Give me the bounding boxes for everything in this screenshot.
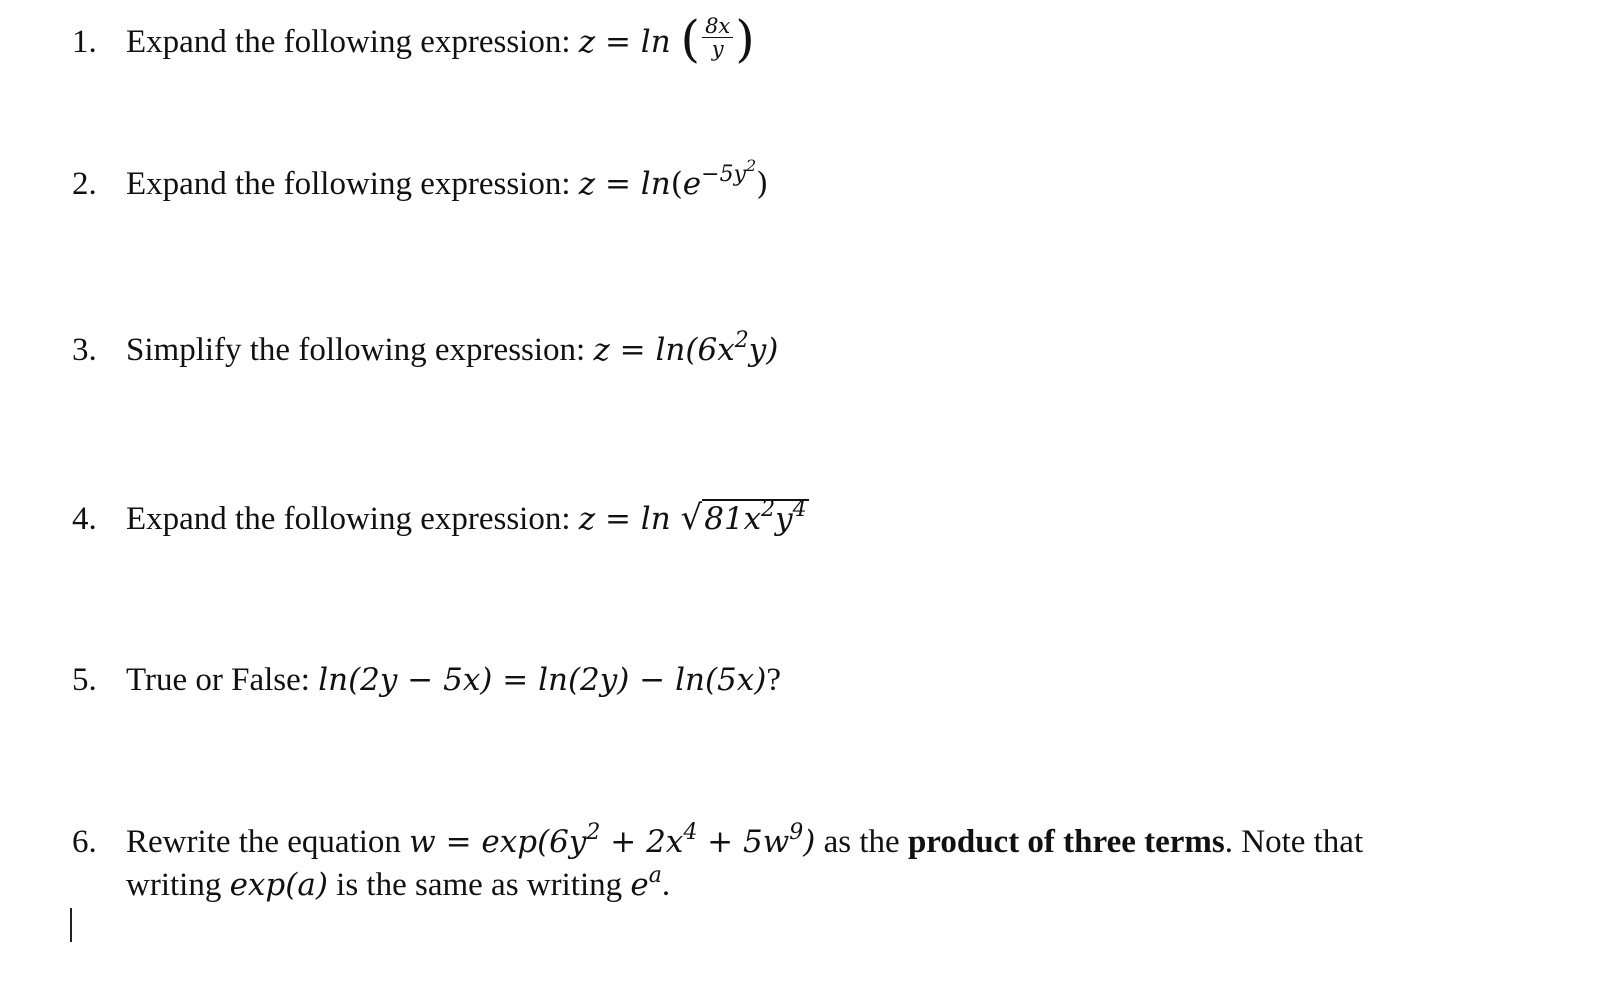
math-function: ln (655, 332, 686, 368)
question-text: . Note that (1224, 824, 1364, 860)
math-expression: $z = \ln(e^{-5y^2})$ (578, 156, 769, 202)
math-argument: (6x (685, 332, 735, 368)
math-base: e (630, 867, 649, 903)
fraction-denominator: y (711, 37, 724, 61)
exponent-power: a (648, 862, 662, 888)
question-prompt: Expand the following expression: (126, 24, 579, 60)
question-number: 3. (72, 332, 97, 368)
question-text: as the (815, 824, 908, 860)
math-variable: z (578, 166, 596, 202)
exponent-power: 2 (761, 496, 776, 522)
left-paren: ( (680, 10, 701, 68)
equals-sign: = (609, 332, 656, 368)
math-function: ln (640, 166, 671, 202)
equals-sign: = (435, 824, 482, 860)
equals-sign: = (595, 166, 641, 202)
math-expression (578, 10, 755, 68)
math-function: ln (640, 501, 671, 537)
emphasis-text: product of three terms (907, 824, 1225, 860)
fraction (702, 15, 733, 60)
math-term: ) (803, 824, 816, 860)
question-number: 6. (72, 824, 97, 860)
right-paren: ) (735, 10, 755, 68)
math-term: + 5w (697, 824, 790, 860)
exponent-power: 2 (586, 819, 601, 845)
radicand-term: y (775, 501, 793, 537)
exponent-power: 2 (734, 327, 749, 353)
question-prompt: Simplify the following expression: (126, 332, 594, 368)
exponent-power: 9 (789, 819, 804, 845)
question-1 (72, 10, 755, 68)
text-cursor[interactable] (70, 908, 72, 942)
math-expression: exp(a) (229, 867, 328, 903)
question-prompt: Expand the following expression: (126, 501, 579, 537)
question-prompt: Rewrite the equation (126, 824, 410, 860)
question-text: is the same as writing (327, 867, 631, 903)
exponent-power: 4 (683, 819, 698, 845)
radicand-term: 81x (704, 501, 762, 537)
math-expression (593, 327, 779, 368)
math-variable: z (593, 332, 610, 368)
question-number: 2. (72, 166, 97, 202)
math-expression: ln(2y − 5x) = ln(2y) − ln(5x) (318, 662, 767, 698)
question-2 (72, 156, 769, 207)
math-variable: z (578, 24, 596, 60)
math-term: + 2x (600, 824, 684, 860)
question-number: 5. (72, 662, 97, 698)
math-term: exp(6y (481, 824, 587, 860)
exponent (701, 156, 757, 187)
exponent-power: 2 (746, 156, 757, 176)
math-expression (578, 496, 809, 538)
radicand (702, 496, 808, 537)
question-number: 4. (72, 501, 97, 537)
square-root-icon: √ (680, 498, 703, 538)
equals-sign: = (595, 501, 641, 537)
fraction-numerator: 8x (702, 15, 733, 38)
math-expression (630, 862, 662, 903)
question-prompt: True or False: (126, 662, 319, 698)
question-3 (72, 328, 778, 373)
math-variable: w (409, 824, 436, 860)
question-continuation (72, 863, 1363, 908)
question-prompt: Expand the following expression: (126, 166, 579, 202)
question-suffix: ? (766, 662, 781, 698)
question-text: . (661, 867, 671, 903)
question-4 (72, 496, 809, 542)
question-5 (72, 658, 781, 703)
equals-sign: = (595, 24, 641, 60)
exponent-term: −5y (701, 161, 747, 187)
math-function: ln (640, 24, 671, 60)
math-argument: y) (748, 332, 779, 368)
math-variable: z (578, 501, 596, 537)
question-6 (72, 820, 1363, 908)
question-number: 1. (72, 24, 97, 60)
exponent-power: 4 (792, 496, 807, 522)
math-base: e (682, 166, 702, 202)
question-text: writing (126, 867, 230, 903)
math-expression (409, 819, 816, 860)
